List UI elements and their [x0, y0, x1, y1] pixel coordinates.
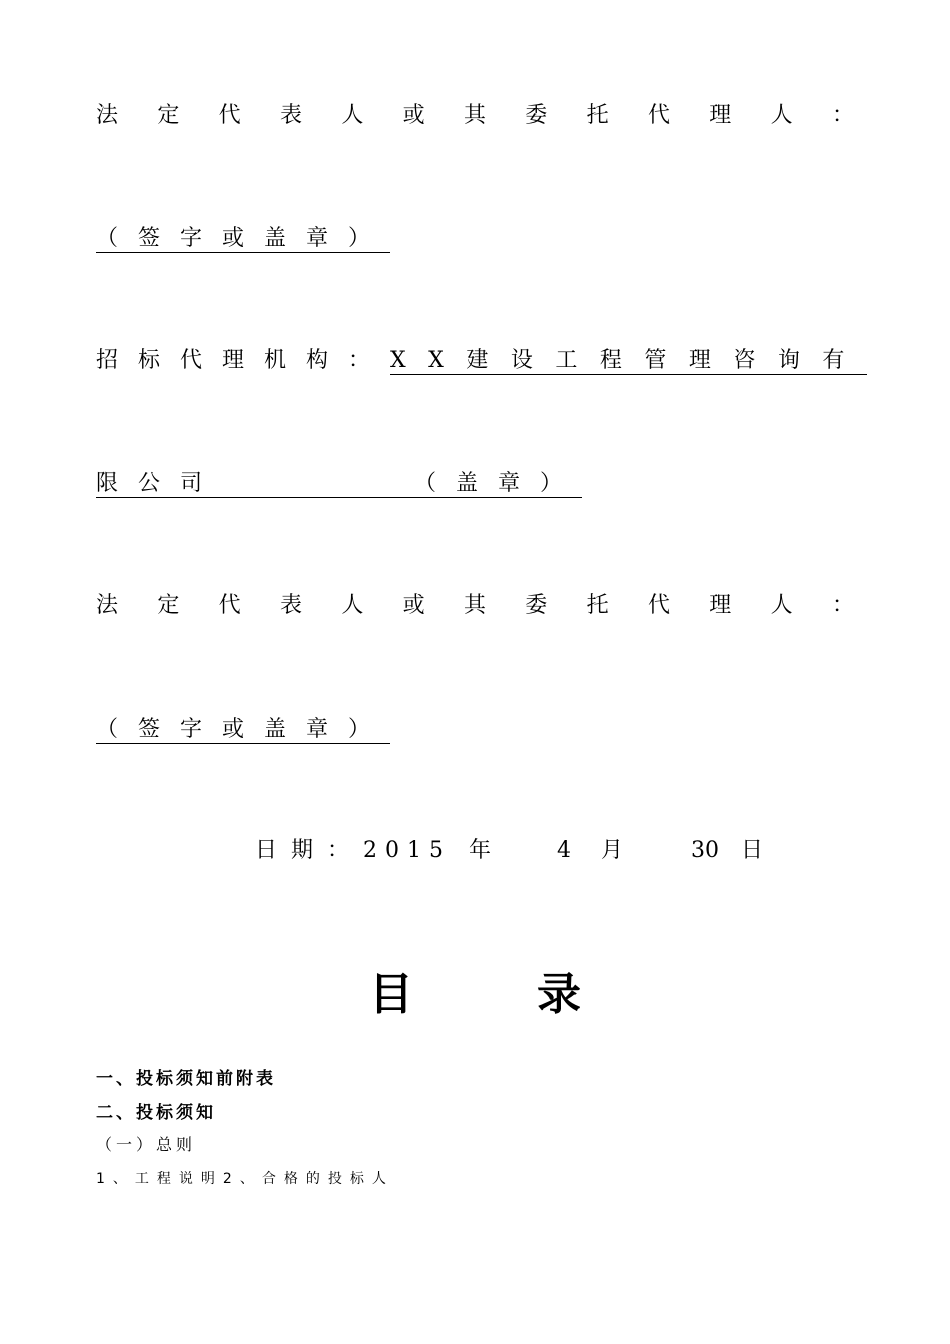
date-day-unit: 日 [741, 838, 764, 863]
char: 人 [770, 593, 793, 618]
char: 委 [525, 593, 548, 618]
date-year: 2015 [363, 838, 452, 863]
agency-name-underline [96, 471, 582, 498]
date-label: 日期： [255, 838, 364, 863]
toc-title-right: 录 [537, 969, 581, 1020]
legal-representative-label-1 [96, 101, 854, 131]
char: 定 [157, 103, 180, 128]
agency-line-1 [96, 346, 867, 376]
char: 或 [402, 593, 425, 618]
char: 代 [218, 103, 241, 128]
char: 法 [96, 103, 119, 128]
char: 理 [709, 593, 732, 618]
char: 表 [279, 103, 302, 128]
agency-line-2 [96, 469, 582, 499]
char: 代 [218, 593, 241, 618]
toc-item-3: （一）总则 [96, 1135, 197, 1154]
agency-name-line2: 限公司 [96, 471, 223, 496]
char: 或 [402, 103, 425, 128]
sign-stamp-line-2 [96, 715, 390, 745]
char: 理 [709, 103, 732, 128]
char: 人 [770, 103, 793, 128]
date-day: 30 [691, 838, 720, 863]
toc-title [0, 958, 950, 1022]
char: 委 [525, 103, 548, 128]
legal-representative-label-2 [96, 591, 854, 621]
date-month: 4 [557, 838, 572, 863]
sign-stamp-text-2: （签字或盖章） [96, 717, 391, 742]
sign-stamp-text-1: （签字或盖章） [96, 226, 391, 251]
char: 代 [647, 103, 670, 128]
char: 法 [96, 593, 119, 618]
toc-item-4: 1、工程说明2、合格的投标人 [96, 1171, 394, 1187]
sign-stamp-line-1 [96, 224, 390, 254]
agency-label: 招标代理机构： [96, 348, 391, 373]
char: 表 [279, 593, 302, 618]
char: 托 [586, 103, 609, 128]
char: 托 [586, 593, 609, 618]
char: ： [831, 103, 854, 128]
date-line [255, 836, 763, 866]
toc-title-left: 目 [369, 969, 413, 1020]
char: 代 [647, 593, 670, 618]
char: 人 [341, 593, 364, 618]
agency-stamp: （盖章） [414, 471, 583, 496]
char: 定 [157, 593, 180, 618]
toc-item-1: 一、投标须知前附表 [96, 1069, 276, 1089]
date-year-unit: 年 [469, 838, 492, 863]
char: 其 [463, 103, 486, 128]
agency-name-line1: XX建设工程管理咨询有 [390, 348, 867, 373]
toc-item-2: 二、投标须知 [96, 1103, 216, 1123]
char: 其 [463, 593, 486, 618]
char: 人 [341, 103, 364, 128]
date-month-unit: 月 [601, 838, 624, 863]
char: ： [831, 593, 854, 618]
